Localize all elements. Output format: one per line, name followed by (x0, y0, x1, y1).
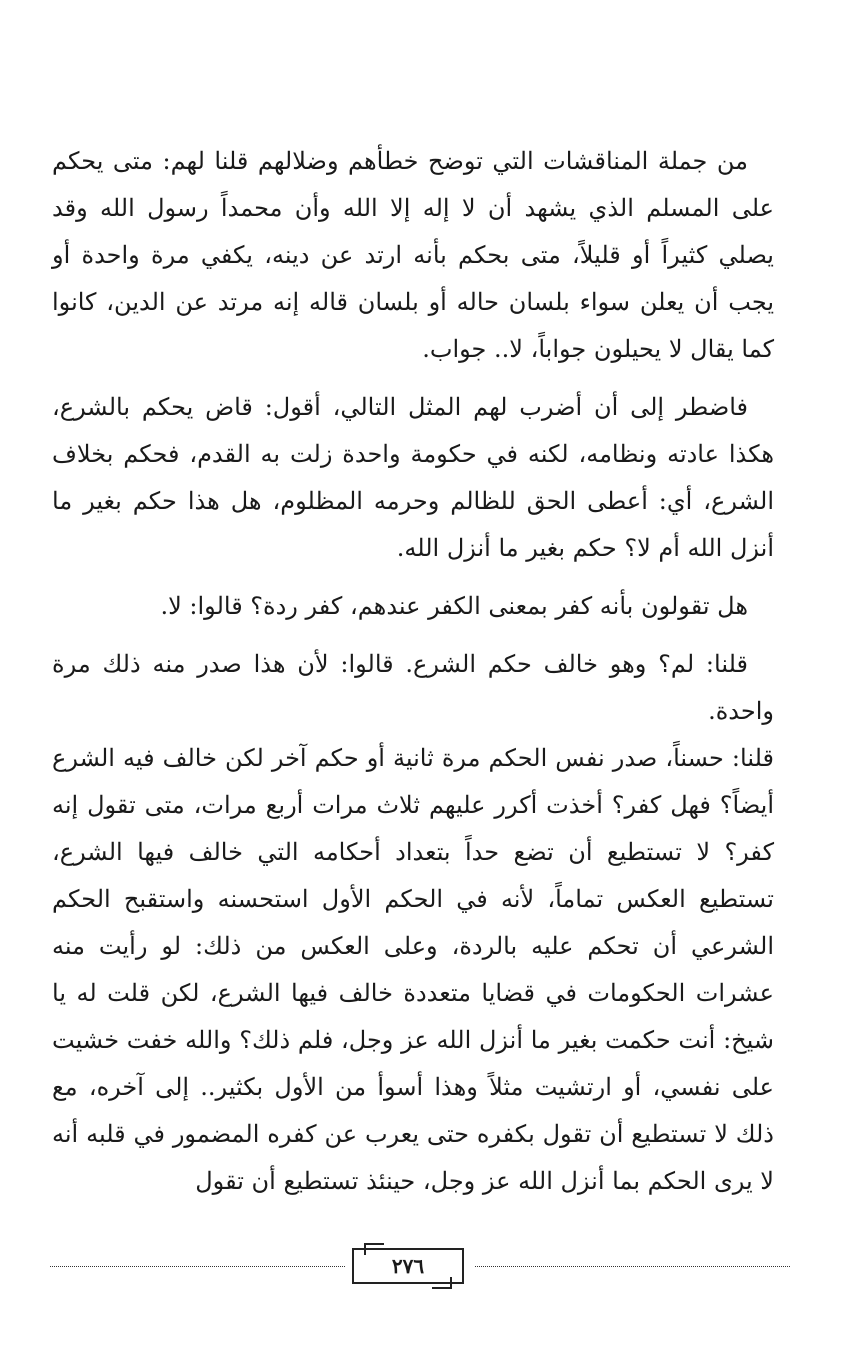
footer-dotted-rule-left (50, 1266, 345, 1267)
frame-ornament-icon (432, 1277, 452, 1289)
page-number: ٢٧٦ (391, 1254, 425, 1278)
page-number-frame (352, 1248, 464, 1284)
paragraph-5: قلنا: حسناً، صدر نفس الحكم مرة ثانية أو حكم آخر لكن خالف فيه الشرع أيضاً؟ فهل كفر؟ أخذت أكرر عليهم ثلاث مرات أربع مرات، متى تقول إنه كفر؟ لا تستطيع أن تضع حداً بتعداد أحكامه التي خالف فيها الشرع، تستطيع العكس تماماً، لأنه في الحكم الأول استحسنه واستقبح الحكم الشرعي أن تحكم عليه بالردة، وعلى العكس من ذلك: لو رأيت منه عشرات الحكومات في قضايا متعددة خالف فيها الشرع، لكن قلت له يا شيخ: أنت حكمت بغير ما أنزل الله عز وجل، فلم ذلك؟ والله خفت خشيت على نفسي، أو ارتشيت مثلاً وهذا أسوأ من الأول بكثير.. إلى آخره، مع ذلك لا تستطيع أن تقول بكفره حتى يعرب عن كفره المضمور في قلبه أنه لا يرى الحكم بما أنزل الله عز وجل، حينئذ تستطيع أن تقول (52, 744, 774, 1195)
page-body (52, 138, 774, 1205)
paragraph-4: قلنا: لم؟ وهو خالف حكم الشرع. قالوا: لأن هذا صدر منه ذلك مرة واحدة. (52, 650, 774, 725)
paragraph-2: فاضطر إلى أن أضرب لهم المثل التالي، أقول: قاض يحكم بالشرع، هكذا عادته ونظامه، لكنه في حكومة واحدة زلت به القدم، فحكم بخلاف الشرع، أي: أعطى الحق للظالم وحرمه المظلوم، هل هذا حكم بغير ما أنزل الله أم لا؟ حكم بغير ما أنزل الله. (52, 393, 774, 562)
footer-dotted-rule-right (475, 1266, 790, 1267)
paragraph-3: هل تقولون بأنه كفر بمعنى الكفر عندهم، كفر ردة؟ قالوا: لا. (160, 592, 748, 620)
frame-ornament-icon (364, 1243, 384, 1255)
paragraph-1: من جملة المناقشات التي توضح خطأهم وضلالهم قلنا لهم: متى يحكم على المسلم الذي يشهد أن لا إله إلا الله وأن محمداً رسول الله وقد يصلي كثيراً أو قليلاً، متى بحكم بأنه ارتد عن دينه، يكفي مرة واحدة أو يجب أن يعلن سواء بلسان حاله أو بلسان قاله إنه مرتد عن الدين، كانوا كما يقال لا يحيلون جواباً، لا.. جواب. (52, 147, 774, 363)
page-footer (50, 1248, 790, 1288)
